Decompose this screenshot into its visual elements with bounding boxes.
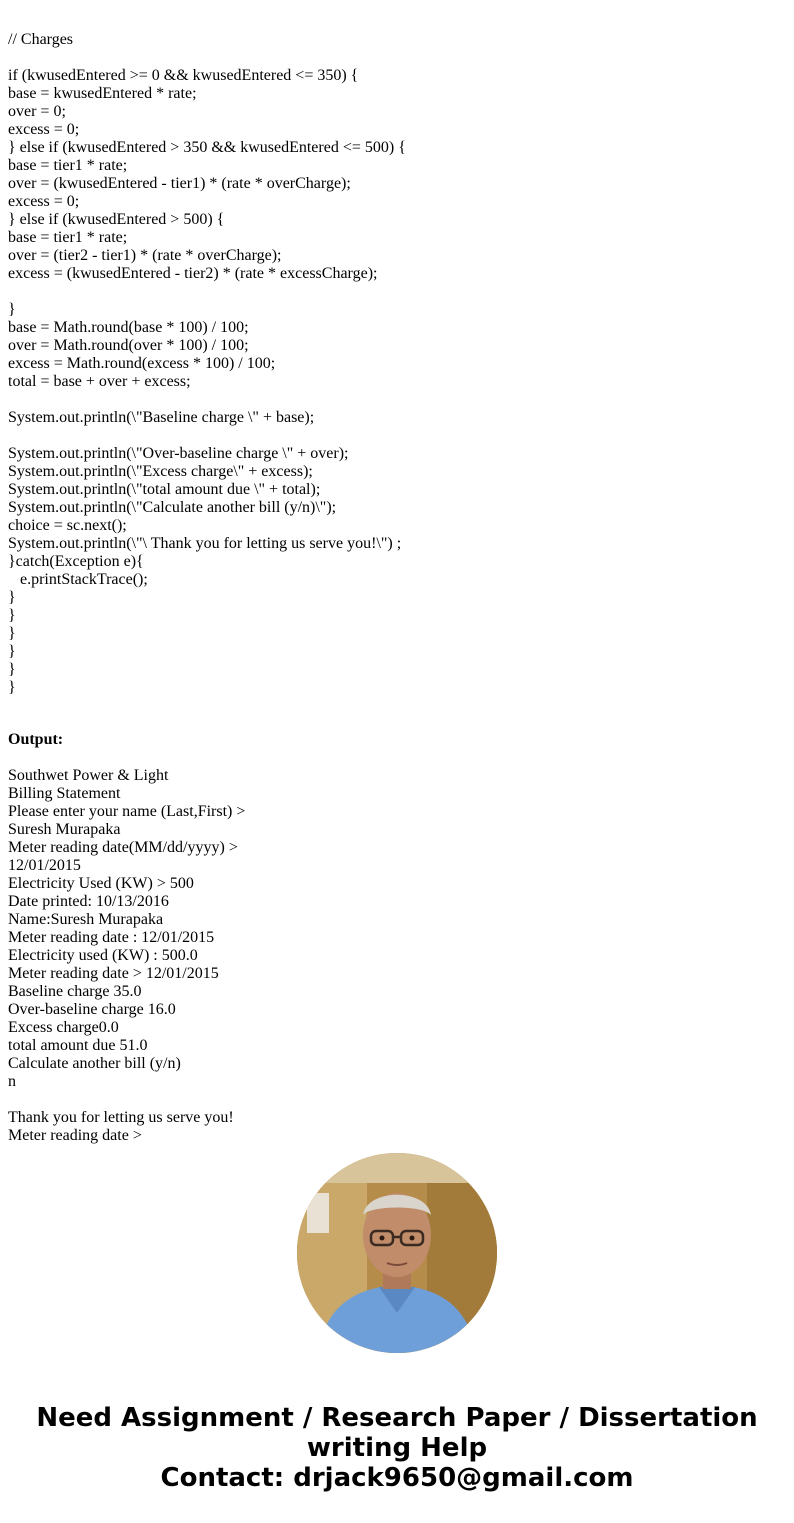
code-line: } — [8, 661, 16, 678]
blank-line — [8, 283, 786, 301]
output-line: Electricity used (KW) : 500.0 — [8, 947, 198, 964]
program-output — [8, 731, 786, 1145]
code-line: } else if (kwusedEntered > 350 && kwusedEntered <= 500) { — [8, 139, 406, 156]
blank-line — [8, 49, 786, 67]
code-line: e.printStackTrace(); — [8, 571, 148, 588]
output-line: Suresh Murapaka — [8, 821, 121, 838]
code-line: } else if (kwusedEntered > 500) { — [8, 211, 225, 228]
output-lines — [8, 767, 786, 1145]
code-line: } — [8, 625, 16, 642]
code-line: System.out.println(\"total amount due \" + total); — [8, 481, 321, 498]
output-line: Name:Suresh Murapaka — [8, 911, 164, 928]
code-line: base = Math.round(base * 100) / 100; — [8, 319, 249, 336]
blank-line — [8, 427, 786, 445]
output-line: Baseline charge 35.0 — [8, 983, 142, 1000]
code-line: System.out.println(\"Over-baseline charge \" + over); — [8, 445, 349, 462]
code-line: // Charges — [8, 31, 74, 48]
author-avatar — [297, 1153, 497, 1353]
output-line: Electricity Used (KW) > 500 — [8, 875, 194, 892]
code-line: over = Math.round(over * 100) / 100; — [8, 337, 249, 354]
blank-line — [8, 391, 786, 409]
code-line: base = tier1 * rate; — [8, 229, 128, 246]
blank-line — [8, 749, 786, 767]
code-line: System.out.println(\"Baseline charge \" + base); — [8, 409, 315, 426]
output-line: Date printed: 10/13/2016 — [8, 893, 169, 910]
code-line: } — [8, 607, 16, 624]
output-line: Southwet Power & Light — [8, 767, 169, 784]
code-line: } — [8, 589, 16, 606]
code-line: System.out.println(\"\ Thank you for letting us serve you!\") ; — [8, 535, 402, 552]
output-line: Thank you for letting us serve you! — [8, 1109, 234, 1126]
code-line: over = 0; — [8, 103, 66, 120]
code-line: excess = Math.round(excess * 100) / 100; — [8, 355, 276, 372]
promo-contact: Contact: drjack9650@gmail.com — [160, 1463, 634, 1493]
output-heading: Output: — [8, 731, 64, 748]
output-line: Calculate another bill (y/n) — [8, 1055, 181, 1072]
output-line: Meter reading date : 12/01/2015 — [8, 929, 215, 946]
output-line: 12/01/2015 — [8, 857, 81, 874]
code-line: excess = (kwusedEntered - tier2) * (rate * excessCharge); — [8, 265, 378, 282]
code-line: base = tier1 * rate; — [8, 157, 128, 174]
avatar-portrait-image — [297, 1153, 497, 1353]
code-line: base = kwusedEntered * rate; — [8, 85, 197, 102]
code-line: System.out.println(\"Calculate another bill (y/n)\"); — [8, 499, 337, 516]
output-line: Excess charge0.0 — [8, 1019, 119, 1036]
output-line: total amount due 51.0 — [8, 1037, 148, 1054]
code-line: excess = 0; — [8, 193, 80, 210]
code-line: } — [8, 301, 16, 318]
promo-line-2: writing Help — [306, 1433, 488, 1463]
code-line: } — [8, 643, 16, 660]
code-listing — [8, 31, 786, 697]
code-line: } — [8, 679, 16, 696]
code-line: choice = sc.next(); — [8, 517, 127, 534]
output-line: Billing Statement — [8, 785, 121, 802]
code-line: if (kwusedEntered >= 0 && kwusedEntered <= 350) { — [8, 67, 359, 84]
code-line: over = (tier2 - tier1) * (rate * overCharge); — [8, 247, 282, 264]
code-line: over = (kwusedEntered - tier1) * (rate * overCharge); — [8, 175, 351, 192]
output-line: Meter reading date > — [8, 1127, 142, 1144]
code-line: excess = 0; — [8, 121, 80, 138]
code-line: total = base + over + excess; — [8, 373, 191, 390]
promo-line-1: Need Assignment / Research Paper / Dissertation — [36, 1403, 758, 1433]
output-line: Meter reading date(MM/dd/yyyy) > — [8, 839, 238, 856]
code-line: }catch(Exception e){ — [8, 553, 144, 570]
output-line: n — [8, 1073, 16, 1090]
output-line: Meter reading date > 12/01/2015 — [8, 965, 219, 982]
output-line: Please enter your name (Last,First) > — [8, 803, 246, 820]
blank-line — [8, 1091, 786, 1109]
promo-banner — [0, 1403, 794, 1493]
code-line: System.out.println(\"Excess charge\" + excess); — [8, 463, 313, 480]
output-line: Over-baseline charge 16.0 — [8, 1001, 176, 1018]
